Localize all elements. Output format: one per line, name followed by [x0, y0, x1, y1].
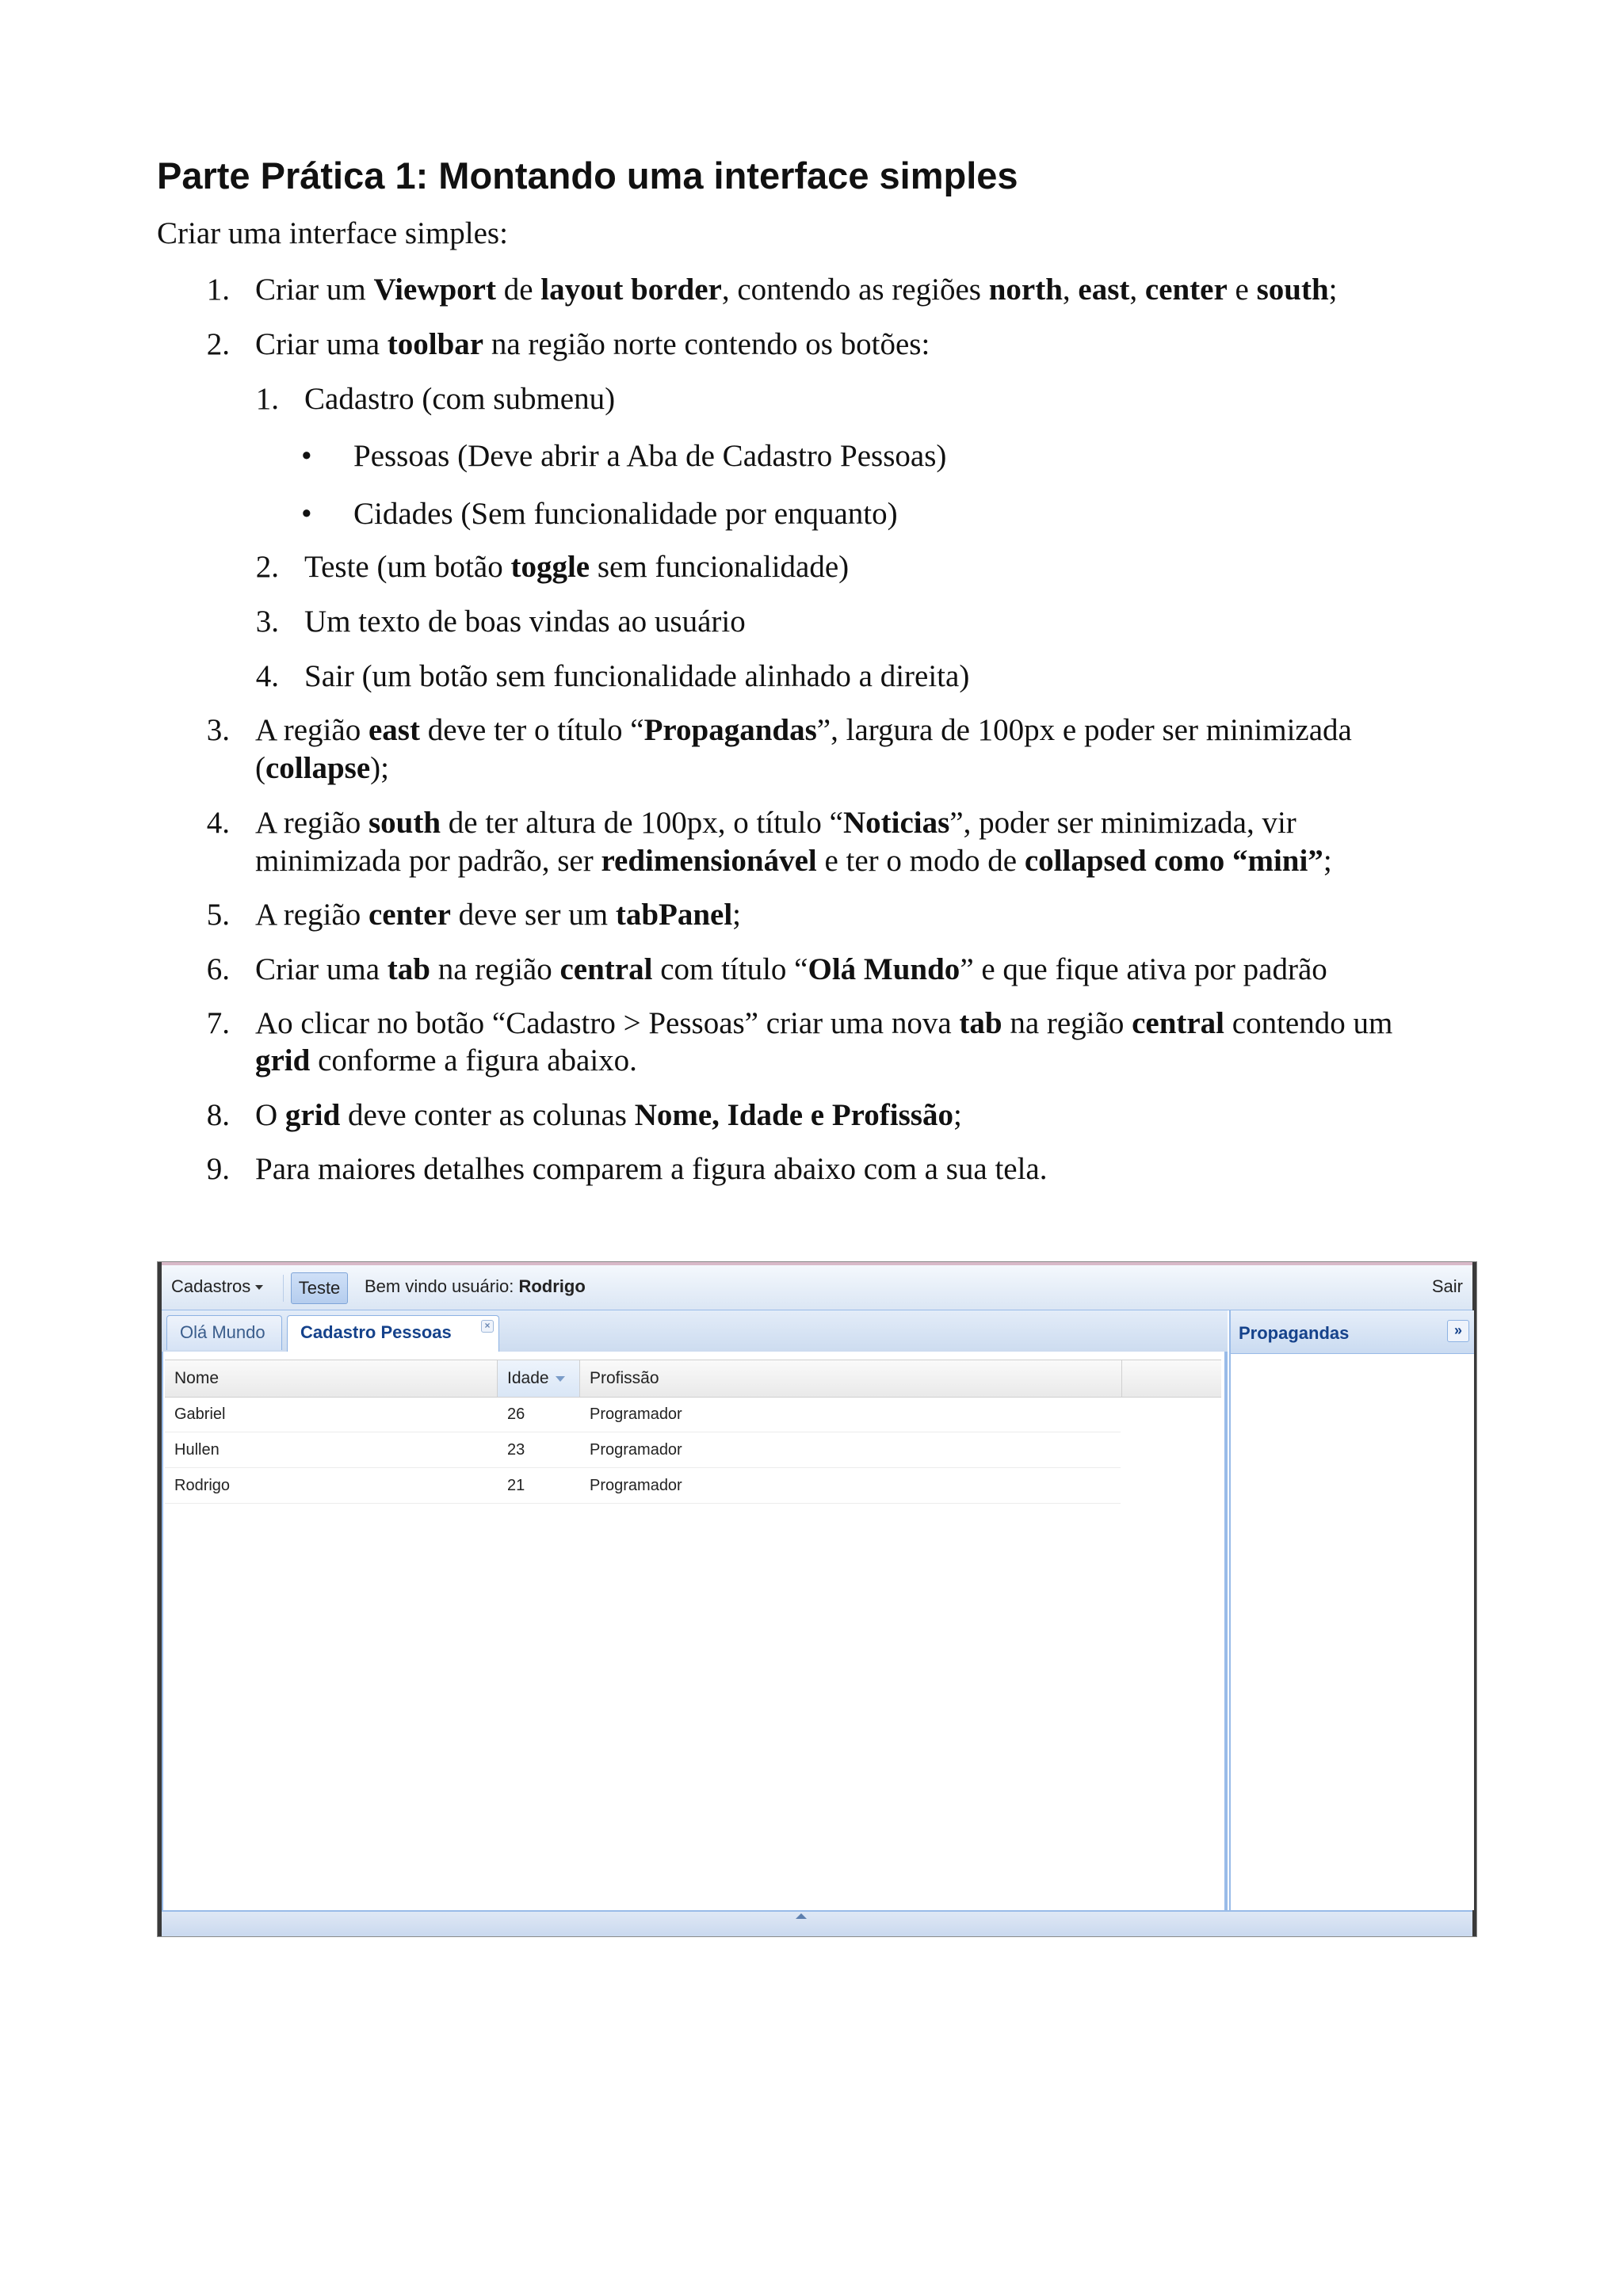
list-item-4-cont: minimizada por padrão, ser redimensionável e ter o modo de collapsed como “mini”;	[255, 844, 1332, 878]
east-panel	[1229, 1310, 1474, 1910]
list-item-3-cont: (collapse);	[255, 751, 389, 785]
app-screenshot	[157, 1261, 1477, 1937]
cadastros-menu-button[interactable]: Cadastros	[171, 1276, 263, 1297]
user-name: Rodrigo	[518, 1276, 586, 1296]
column-header-idade[interactable]: Idade	[498, 1360, 580, 1397]
column-header-profissao[interactable]: Profissão	[580, 1360, 1122, 1397]
tab-ola-mundo[interactable]: Olá Mundo	[166, 1315, 282, 1350]
intro-text: Criar uma interface simples:	[157, 216, 508, 250]
tab-strip	[162, 1310, 1228, 1353]
sair-button[interactable]: Sair	[1431, 1276, 1463, 1296]
table-row[interactable]: Hullen 23 Programador	[165, 1432, 1121, 1468]
collapse-icon[interactable]: »	[1447, 1320, 1469, 1342]
grid-header	[165, 1360, 1221, 1398]
east-panel-header	[1231, 1310, 1474, 1354]
page-title: Parte Prática 1: Montando uma interface simples	[157, 154, 1018, 196]
center-panel	[162, 1352, 1228, 1910]
table-row[interactable]: Gabriel 26 Programador	[165, 1397, 1121, 1432]
table-row[interactable]: Rodrigo 21 Programador	[165, 1468, 1121, 1504]
sort-desc-icon	[556, 1376, 565, 1382]
tab-cadastro-pessoas[interactable]: Cadastro Pessoas ×	[287, 1315, 499, 1352]
welcome-text: Bem vindo usuário: Rodrigo	[365, 1276, 586, 1296]
toolbar	[162, 1265, 1472, 1310]
column-header-nome[interactable]: Nome	[165, 1360, 498, 1397]
teste-toggle-button[interactable]: Teste	[291, 1272, 348, 1304]
list-item-7-cont: grid conforme a figura abaixo.	[255, 1043, 637, 1077]
chevron-down-icon	[255, 1285, 263, 1290]
south-collapsed-bar[interactable]	[162, 1910, 1472, 1937]
expand-up-icon[interactable]	[796, 1913, 807, 1919]
close-icon[interactable]: ×	[481, 1320, 494, 1333]
east-panel-title: Propagandas	[1239, 1323, 1350, 1343]
